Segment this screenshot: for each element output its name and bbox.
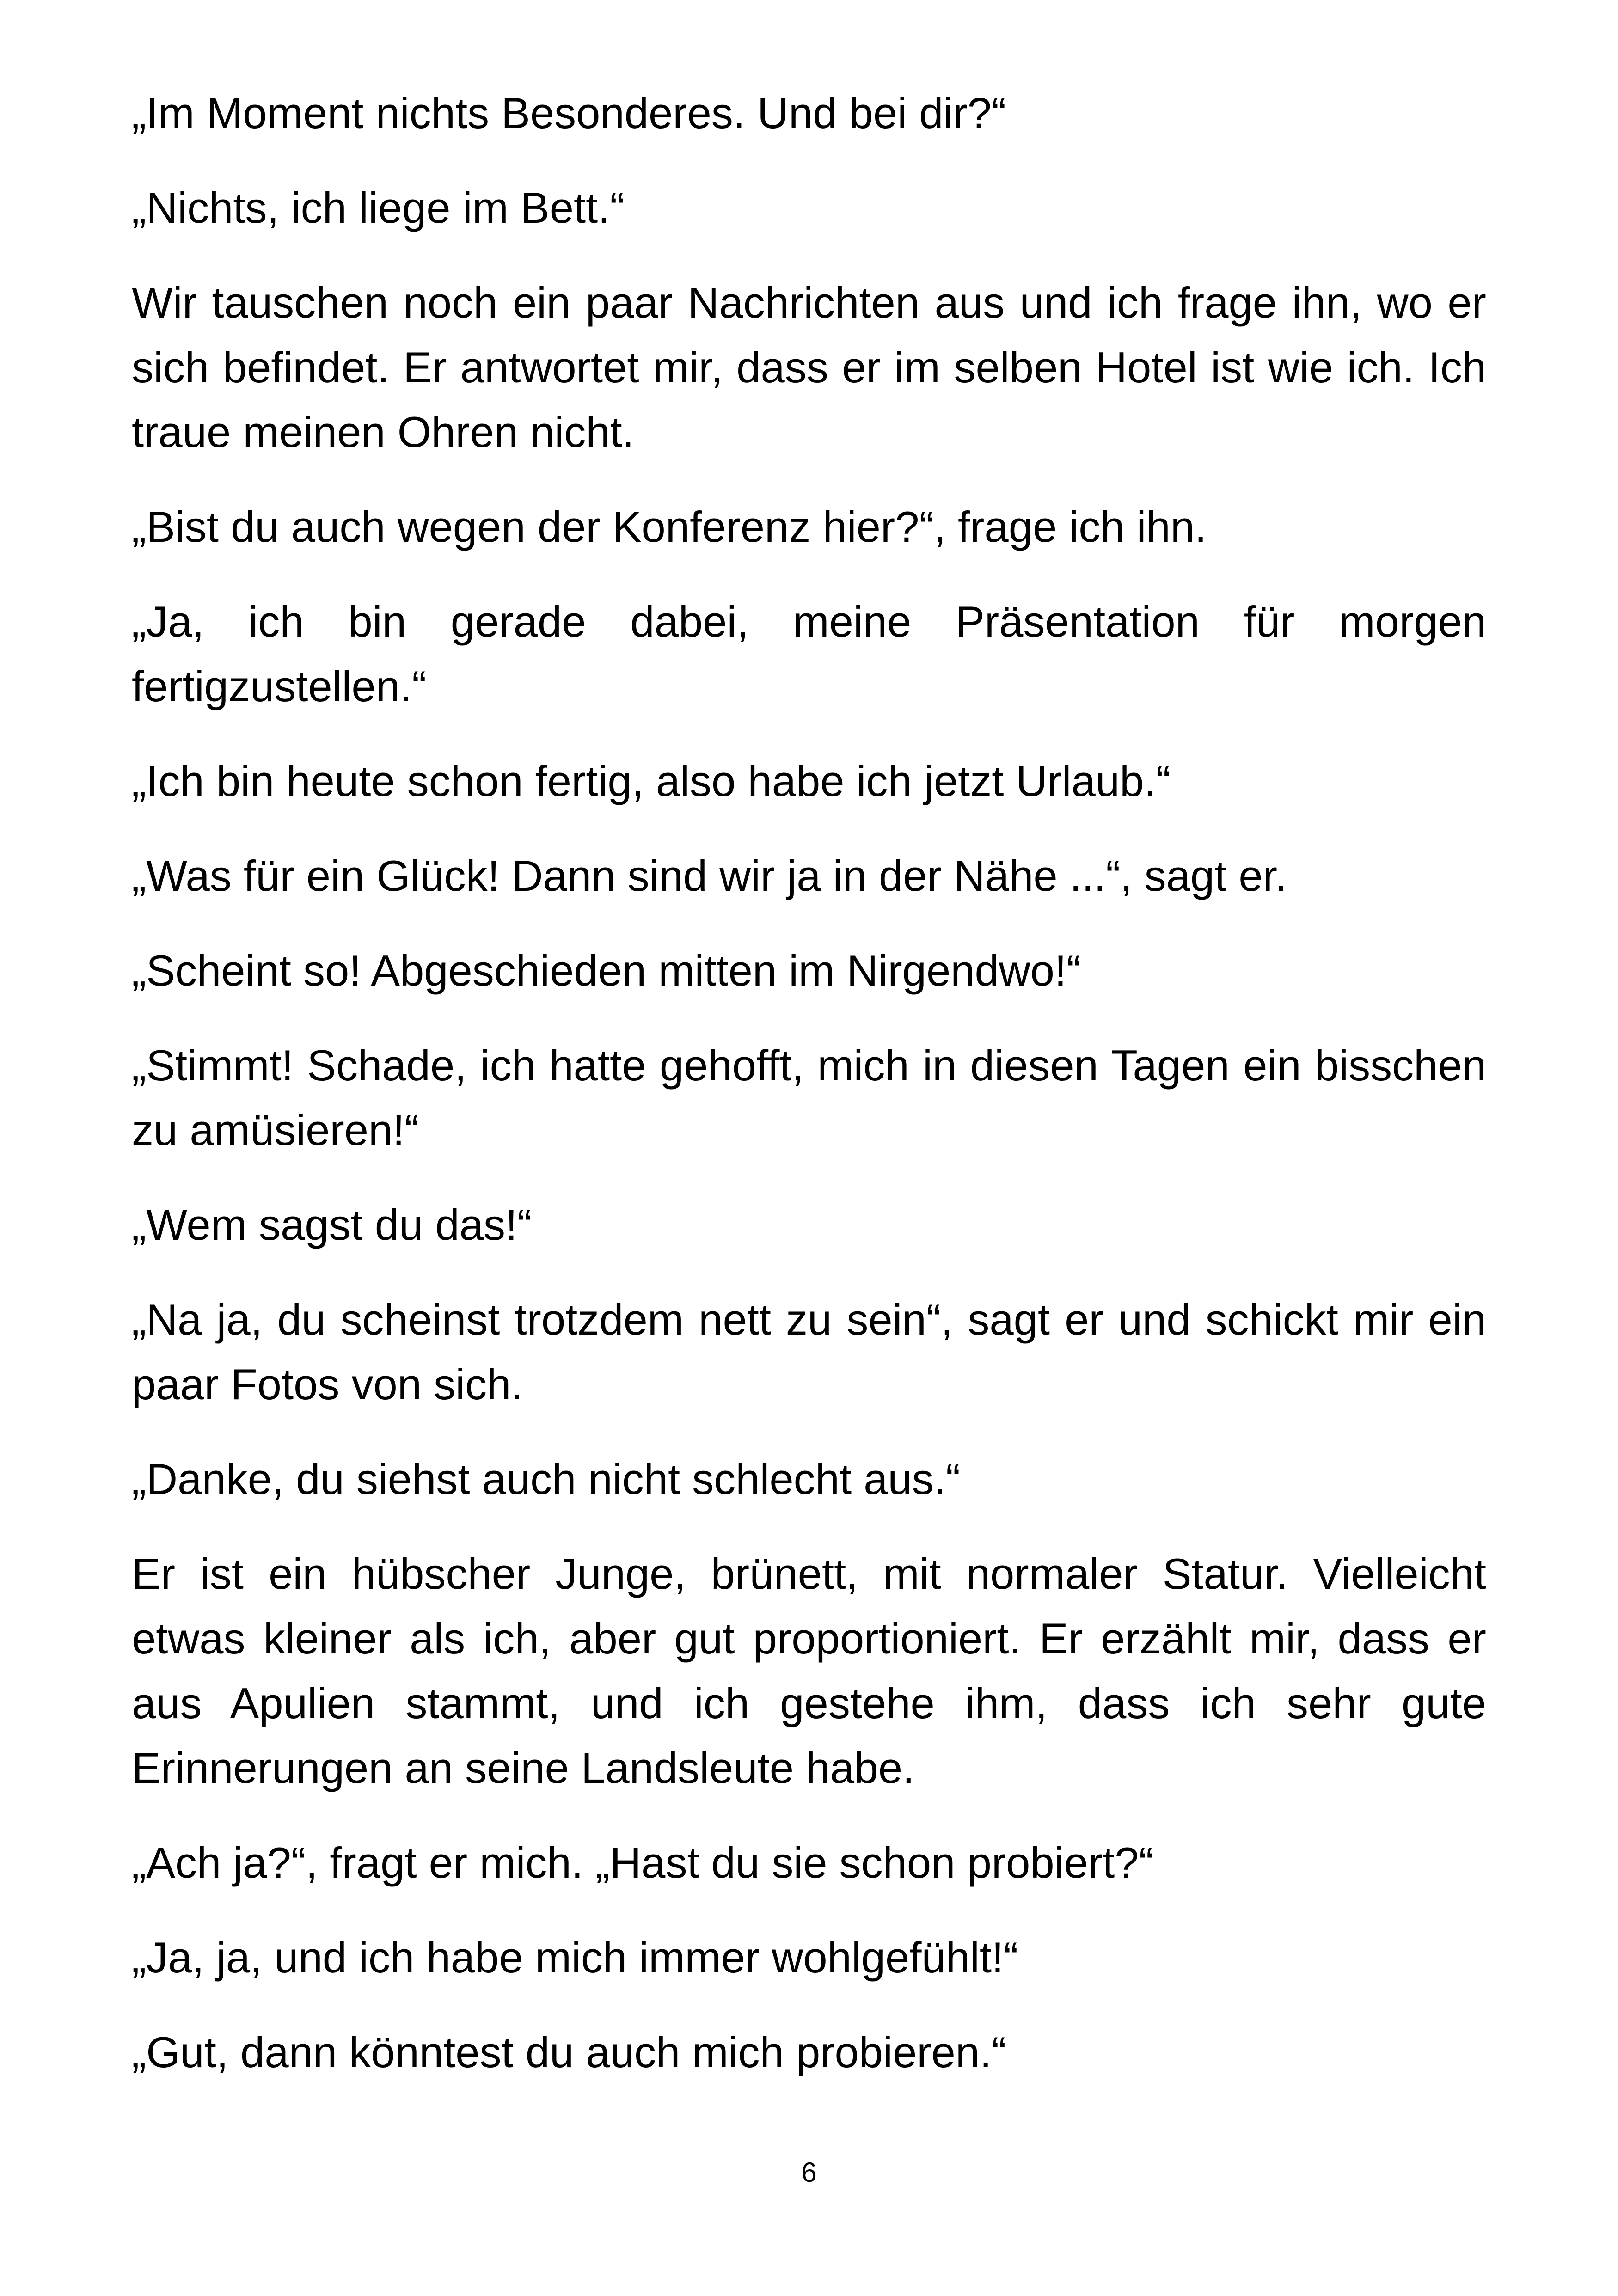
paragraph: „Nichts, ich liege im Bett.“ [132, 184, 625, 232]
paragraph: „Scheint so! Abgeschieden mitten im Nirgendwo!“ [132, 946, 1081, 995]
paragraph: „Ja, ich bin gerade dabei, meine Präsentation für morgen fertigzustellen.“ [132, 597, 1486, 710]
page-number: 6 [801, 2157, 817, 2188]
body-text [132, 81, 1486, 2115]
paragraph: Er ist ein hübscher Junge, brünett, mit normaler Statur. Vielleicht etwas kleiner als ich, aber gut proportioniert. Er erzählt mir, dass er aus Apulien stammt, und ich gestehe ihm, dass ich sehr gute Erinnerungen an seine Landsleute habe. [132, 1549, 1486, 1792]
paragraph: „Na ja, du scheinst trotzdem nett zu sein“, sagt er und schickt mir ein paar Fotos von sich. [132, 1295, 1486, 1408]
paragraph: „Gut, dann könntest du auch mich probieren.“ [132, 2028, 1006, 2076]
paragraph: „Wem sagst du das!“ [132, 1200, 532, 1249]
paragraph: „Ach ja?“, fragt er mich. „Hast du sie schon probiert?“ [132, 1838, 1153, 1887]
paragraph: „Bist du auch wegen der Konferenz hier?“, frage ich ihn. [132, 502, 1207, 551]
paragraph: „Stimmt! Schade, ich hatte gehofft, mich in diesen Tagen ein bisschen zu amüsieren!“ [132, 1041, 1486, 1154]
paragraph: Wir tauschen noch ein paar Nachrichten aus und ich frage ihn, wo er sich befindet. Er antwortet mir, dass er im selben Hotel ist wie ich. Ich traue meinen Ohren nicht. [132, 278, 1486, 456]
paragraph: „Was für ein Glück! Dann sind wir ja in der Nähe ...“, sagt er. [132, 851, 1287, 900]
paragraph: „Ja, ja, und ich habe mich immer wohlgefühlt!“ [132, 1933, 1018, 1982]
paragraph: „Im Moment nichts Besonderes. Und bei dir?“ [132, 89, 1006, 137]
paragraph: „Ich bin heute schon fertig, also habe ich jetzt Urlaub.“ [132, 757, 1171, 805]
paragraph: „Danke, du siehst auch nicht schlecht aus.“ [132, 1455, 961, 1503]
